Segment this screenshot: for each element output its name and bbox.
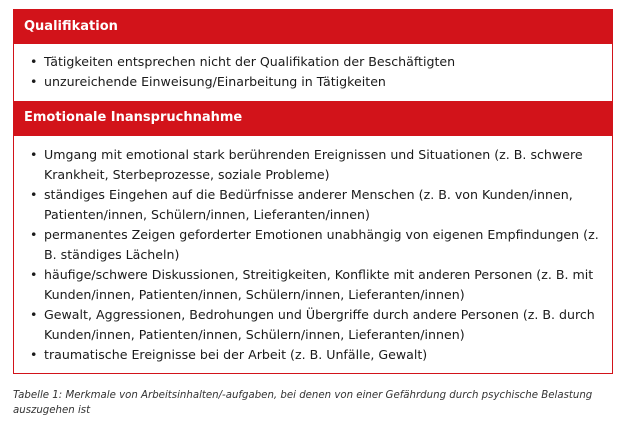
- list-item: • Tätigkeiten entsprechen nicht der Qualifikation der Beschäftigten: [24, 52, 602, 72]
- bullet-list: [24, 145, 602, 365]
- section-emotionale-inanspruchnahme: [14, 101, 612, 373]
- list-item: • häufige/schwere Diskussionen, Streitigkeiten, Konflikte mit anderen Personen (z. B. mit Kunden/innen, Patienten/innen, Schülern/innen, Lieferanten/innen): [24, 265, 602, 305]
- bullet-list: [24, 52, 602, 92]
- feature-table: [13, 9, 613, 374]
- list-item: • traumatische Ereignisse bei der Arbeit (z. B. Unfälle, Gewalt): [24, 345, 602, 365]
- section-heading: Emotionale Inanspruchnahme: [14, 101, 612, 136]
- list-item: • unzureichende Einweisung/Einarbeitung in Tätigkeiten: [24, 72, 602, 92]
- list-item: • ständiges Eingehen auf die Bedürfnisse anderer Menschen (z. B. von Kunden/innen, Patienten/innen, Schülern/innen, Lieferanten/innen): [24, 185, 602, 225]
- section-qualifikation: [14, 10, 612, 101]
- table-caption: Tabelle 1: Merkmale von Arbeitsinhalten/-aufgaben, bei denen von einer Gefährdung durch psychische Belastung auszugehen ist: [13, 390, 593, 416]
- section-heading: Qualifikation: [14, 10, 612, 44]
- list-item: • Gewalt, Aggressionen, Bedrohungen und Übergriffe durch andere Personen (z. B. durch Kunden/innen, Patienten/innen, Schülern/innen, Lieferanten/innen): [24, 305, 602, 345]
- list-item: • Umgang mit emotional stark berührenden Ereignissen und Situationen (z. B. schwere Krankheit, Sterbeprozesse, soziale Probleme): [24, 145, 602, 185]
- list-item: • permanentes Zeigen geforderter Emotionen unabhängig von eigenen Empfindungen (z. B. ständiges Lächeln): [24, 225, 602, 265]
